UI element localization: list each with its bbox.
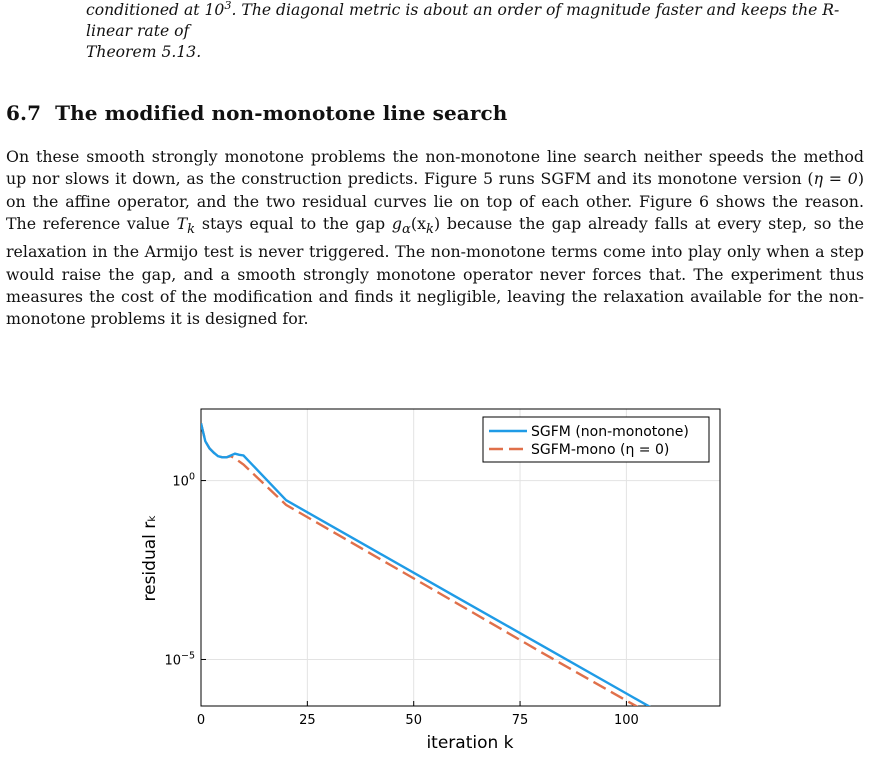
caption-exponent: 3 xyxy=(224,0,232,12)
caption-text: conditioned at 10 xyxy=(86,1,225,19)
residual-figure xyxy=(130,398,730,764)
y-axis-ticks xyxy=(164,472,206,669)
chart-legend xyxy=(483,417,709,462)
section-title: The modified non-monotone line search xyxy=(55,101,508,125)
reference-value-subscript: k xyxy=(187,222,196,238)
x-tick-label: 50 xyxy=(405,713,422,728)
gap-argument-subscript: k xyxy=(426,222,434,238)
paragraph-text-1: On these smooth strongly monotone problems the non-monotone line search neither speeds the method up nor slows it down, as the construction predicts. Figure 5 runs SGFM and its monotone version ( xyxy=(6,147,864,189)
section-paragraph xyxy=(6,146,864,331)
y-axis-label: residual rₖ xyxy=(140,514,160,602)
residual-chart xyxy=(130,398,730,760)
section-number: 6.7 xyxy=(6,101,42,125)
x-tick-label: 75 xyxy=(511,713,529,728)
legend-label: SGFM-mono (η = 0) xyxy=(531,442,670,458)
paragraph-text-2: ) on the affine operator, and the two residual curves lie on top of each other. Figure 6 shows the reason. The reference value xyxy=(6,169,865,233)
x-tick-label: 25 xyxy=(299,713,316,728)
paragraph-text-3: stays equal to the gap xyxy=(195,213,392,233)
gap-symbol: g xyxy=(391,213,403,233)
x-tick-label: 100 xyxy=(613,713,639,728)
x-axis-label: iteration k xyxy=(426,733,514,753)
x-axis-ticks xyxy=(197,701,639,728)
gap-subscript: α xyxy=(402,222,411,238)
caption-theorem-ref: Theorem 5.13. xyxy=(86,43,202,61)
gap-argument-close: ) xyxy=(433,213,441,233)
series-lines xyxy=(201,423,712,743)
y-tick-label: $10^0$ xyxy=(172,471,195,490)
reference-value-symbol: T xyxy=(176,213,188,233)
legend-label: SGFM (non-monotone) xyxy=(531,424,689,440)
series-line-sgfm xyxy=(201,423,712,742)
paragraph-text-4: because the gap already falls at every step, so the relaxation in the Armijo test is never triggered. The non-monotone terms come into play only when a step would raise the gap, and a smooth strongly monotone operator never forces that. The experiment thus measures the cost of the modification and finds it negligible, leaving the relaxation available for the non-monotone problems it is designed for. xyxy=(6,213,864,329)
caption-text-2: . The diagonal metric is about an order of magnitude faster and keeps the R-linear rate of xyxy=(86,1,840,40)
section-heading xyxy=(6,101,507,125)
y-tick-label: $10^{-5}$ xyxy=(164,650,195,669)
eta-equation: η = 0 xyxy=(813,169,858,189)
x-tick-label: 0 xyxy=(196,713,206,728)
figure-caption-tail xyxy=(86,0,872,63)
gap-argument-open: (x xyxy=(410,213,426,233)
